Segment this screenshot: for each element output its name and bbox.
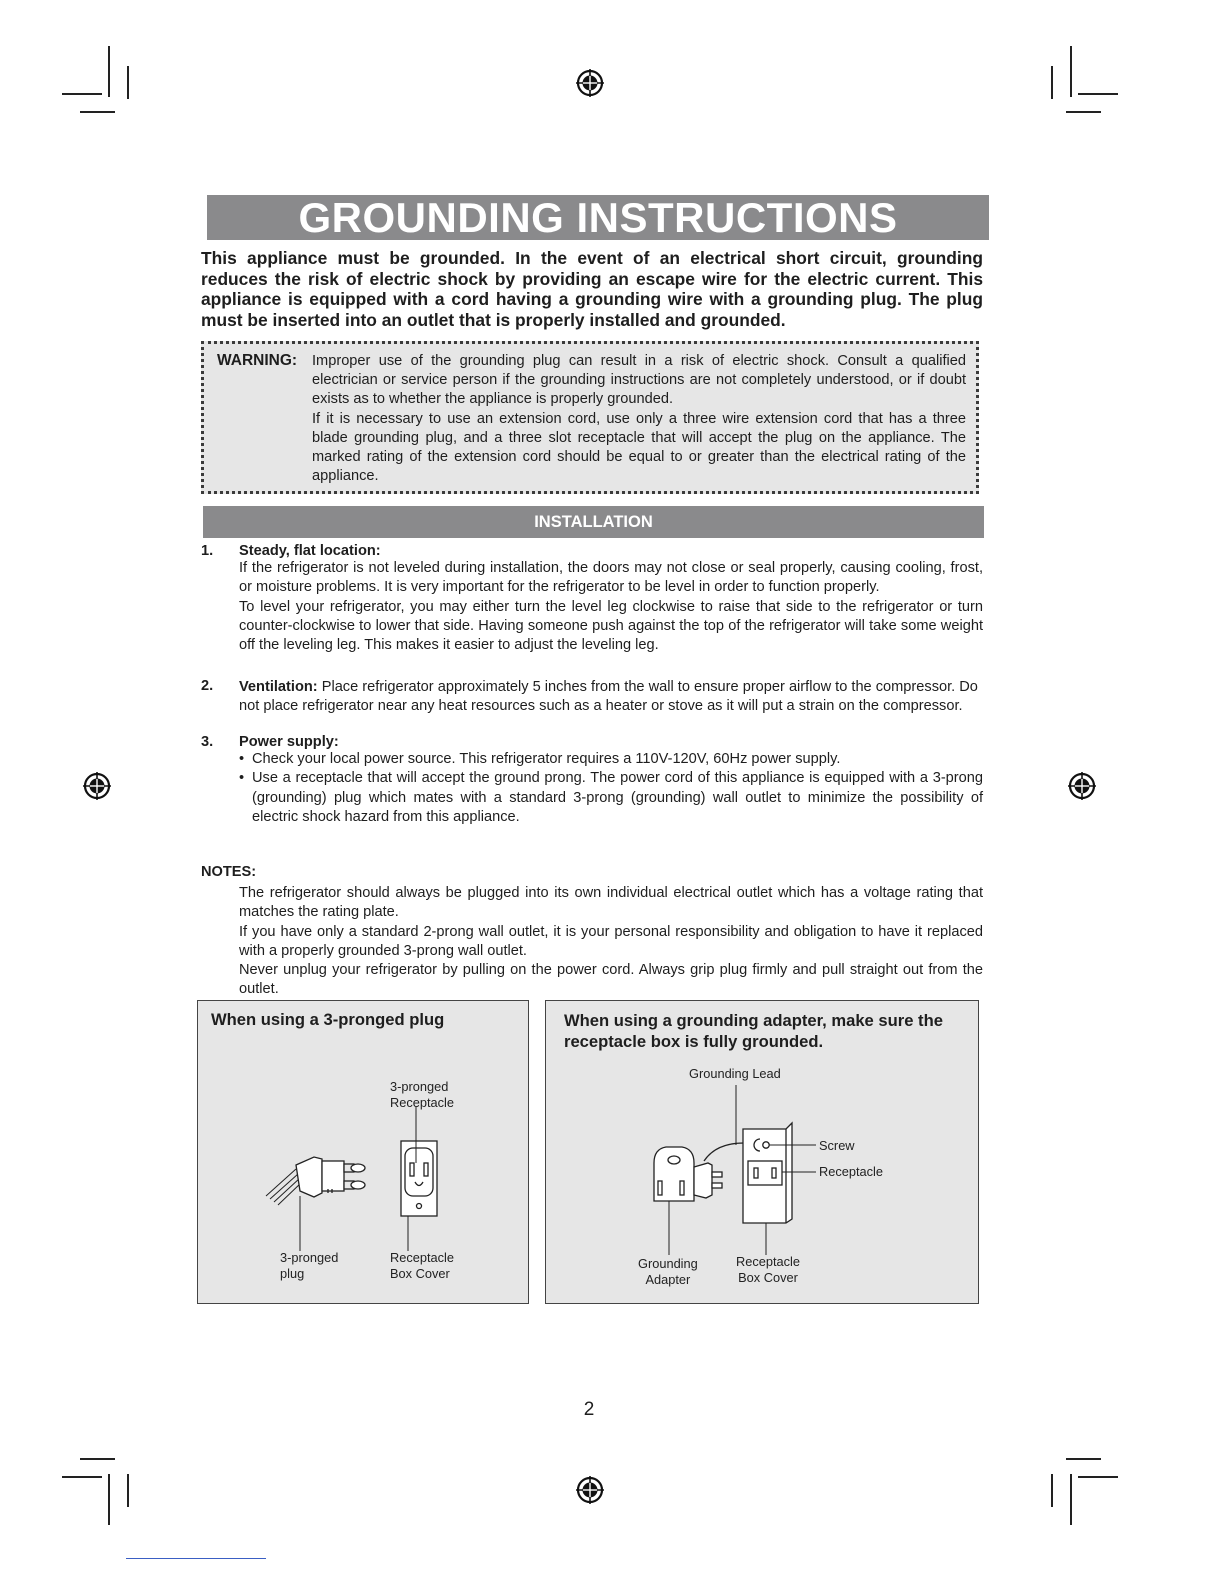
grounding-adapter-panel <box>545 1000 979 1304</box>
receptacle-icon <box>401 1141 437 1216</box>
notes-heading: NOTES: <box>201 864 257 880</box>
item-paragraph: To level your refrigerator, you may either turn the level leg clockwise to raise that side to the refrigerator or turn counter-clockwise to lower that side. Having someone push against the top of the refrigerator will take some weight off the leveling leg. This makes it easier to adjust the leveling leg. <box>239 598 983 654</box>
item-number: 2. <box>201 678 214 694</box>
box-cover-label: Receptacle Box Cover <box>736 1254 801 1285</box>
three-prong-plug-diagram <box>258 1101 458 1256</box>
item-paragraph: If the refrigerator is not leveled during installation, the doors may not close or seal properly, causing cooling, frost, or moisture problems. It is very important for the refrigerator to be level in order to function properly. <box>239 560 983 596</box>
item-title: Power supply: <box>239 734 339 750</box>
notes-paragraph: The refrigerator should always be plugged into its own individual electrical outlet which has a voltage rating that matches the rating plate. <box>239 885 983 921</box>
warning-paragraph-1: Improper use of the grounding plug can result in a risk of electric shock. Consult a qualified electrician or service person if the grounding instructions are not completely understood, or if doubt exists as to whether the appliance is properly grounded. <box>312 353 966 408</box>
item-title: Ventilation: <box>239 679 318 695</box>
notes-body <box>239 884 983 1000</box>
warning-paragraph-2: If it is necessary to use an extension cord, use only a three wire extension cord that has a three blade grounding plug, and a three slot receptacle that will accept the plug on the appliance. The marked rating of the extension cord should be equal to or greater than the electrical rating of the appliance. <box>312 410 966 485</box>
page-number: 2 <box>583 1399 595 1420</box>
box-cover-label: Receptacle Box Cover <box>390 1250 455 1281</box>
registration-mark-icon <box>576 69 604 97</box>
item-title: Steady, flat location: <box>239 543 381 559</box>
bullet-item: • Check your local power source. This refrigerator requires a 110V-120V, 60Hz power supply. <box>239 751 841 767</box>
notes-paragraph: If you have only a standard 2-prong wall outlet, it is your personal responsibility and obligation to have it replaced with a properly grounded 3-prong wall outlet. <box>239 923 983 959</box>
power-cord-icon <box>266 1169 302 1205</box>
footer-rule <box>126 1558 266 1559</box>
page-title: GROUNDING INSTRUCTIONS <box>207 195 989 240</box>
registration-mark-icon <box>83 772 111 800</box>
plug-icon <box>296 1157 365 1197</box>
grounding-adapter-diagram <box>636 1083 816 1263</box>
installation-item-1 <box>239 543 983 655</box>
item-number: 3. <box>201 734 214 750</box>
bullet-text: Use a receptacle that will accept the ground prong. The power cord of this appliance is equipped with a 3-prong (grounding) plug which mates with a standard 3-prong (grounding) wall outlet to minimize the possibility of electric shock hazard from this appliance. <box>252 770 983 825</box>
warning-label: WARNING: <box>217 352 298 369</box>
registration-mark-icon <box>576 1476 604 1504</box>
receptacle-label: 3-pronged Receptacle <box>390 1079 455 1110</box>
installation-item-2 <box>239 678 983 717</box>
panel-title: When using a grounding adapter, make sure the receptacle box is fully grounded. <box>564 1011 943 1051</box>
receptacle-box-icon <box>743 1123 792 1223</box>
intro-paragraph: This appliance must be grounded. In the event of an electrical short circuit, grounding reduces the risk of electric shock by providing an escape wire for the electric current. This appliance is equipped with a cord having a grounding wire with a grounding plug. The plug must be inserted into an outlet that is properly installed and grounded. <box>201 248 983 330</box>
three-prong-plug-panel <box>197 1000 529 1304</box>
warning-box <box>201 341 979 494</box>
bullet-text: Check your local power source. This refrigerator requires a 110V-120V, 60Hz power supply. <box>252 751 841 767</box>
grounding-lead-label: Grounding Lead <box>689 1066 781 1081</box>
adapter-label: Grounding Adapter <box>638 1256 698 1287</box>
receptacle-label: Receptacle <box>819 1164 884 1179</box>
screw-label: Screw <box>819 1138 855 1153</box>
registration-mark-icon <box>1068 772 1096 800</box>
bullet-item: • Use a receptacle that will accept the ground prong. The power cord of this appliance is equipped with a 3-prong (grounding) plug which mates with a standard 3-prong (grounding) wall outlet to minimize the possibility of electric shock hazard from this appliance. <box>239 770 983 825</box>
plug-label: 3-pronged plug <box>280 1250 339 1281</box>
notes-paragraph: Never unplug your refrigerator by pulling on the power cord. Always grip plug firmly and pull straight out from the outlet. <box>239 962 983 998</box>
item-paragraph: Place refrigerator approximately 5 inches from the wall to ensure proper airflow to the compressor. Do not place refrigerator near any heat resources such as a heater or stove as it will put a strain on the compressor. <box>239 679 978 715</box>
warning-text <box>312 352 966 486</box>
item-number: 1. <box>201 543 214 559</box>
panel-title: When using a 3-pronged plug <box>211 1010 445 1029</box>
installation-heading: INSTALLATION <box>203 506 984 538</box>
installation-item-3 <box>239 734 983 827</box>
grounding-adapter-icon <box>654 1143 744 1201</box>
